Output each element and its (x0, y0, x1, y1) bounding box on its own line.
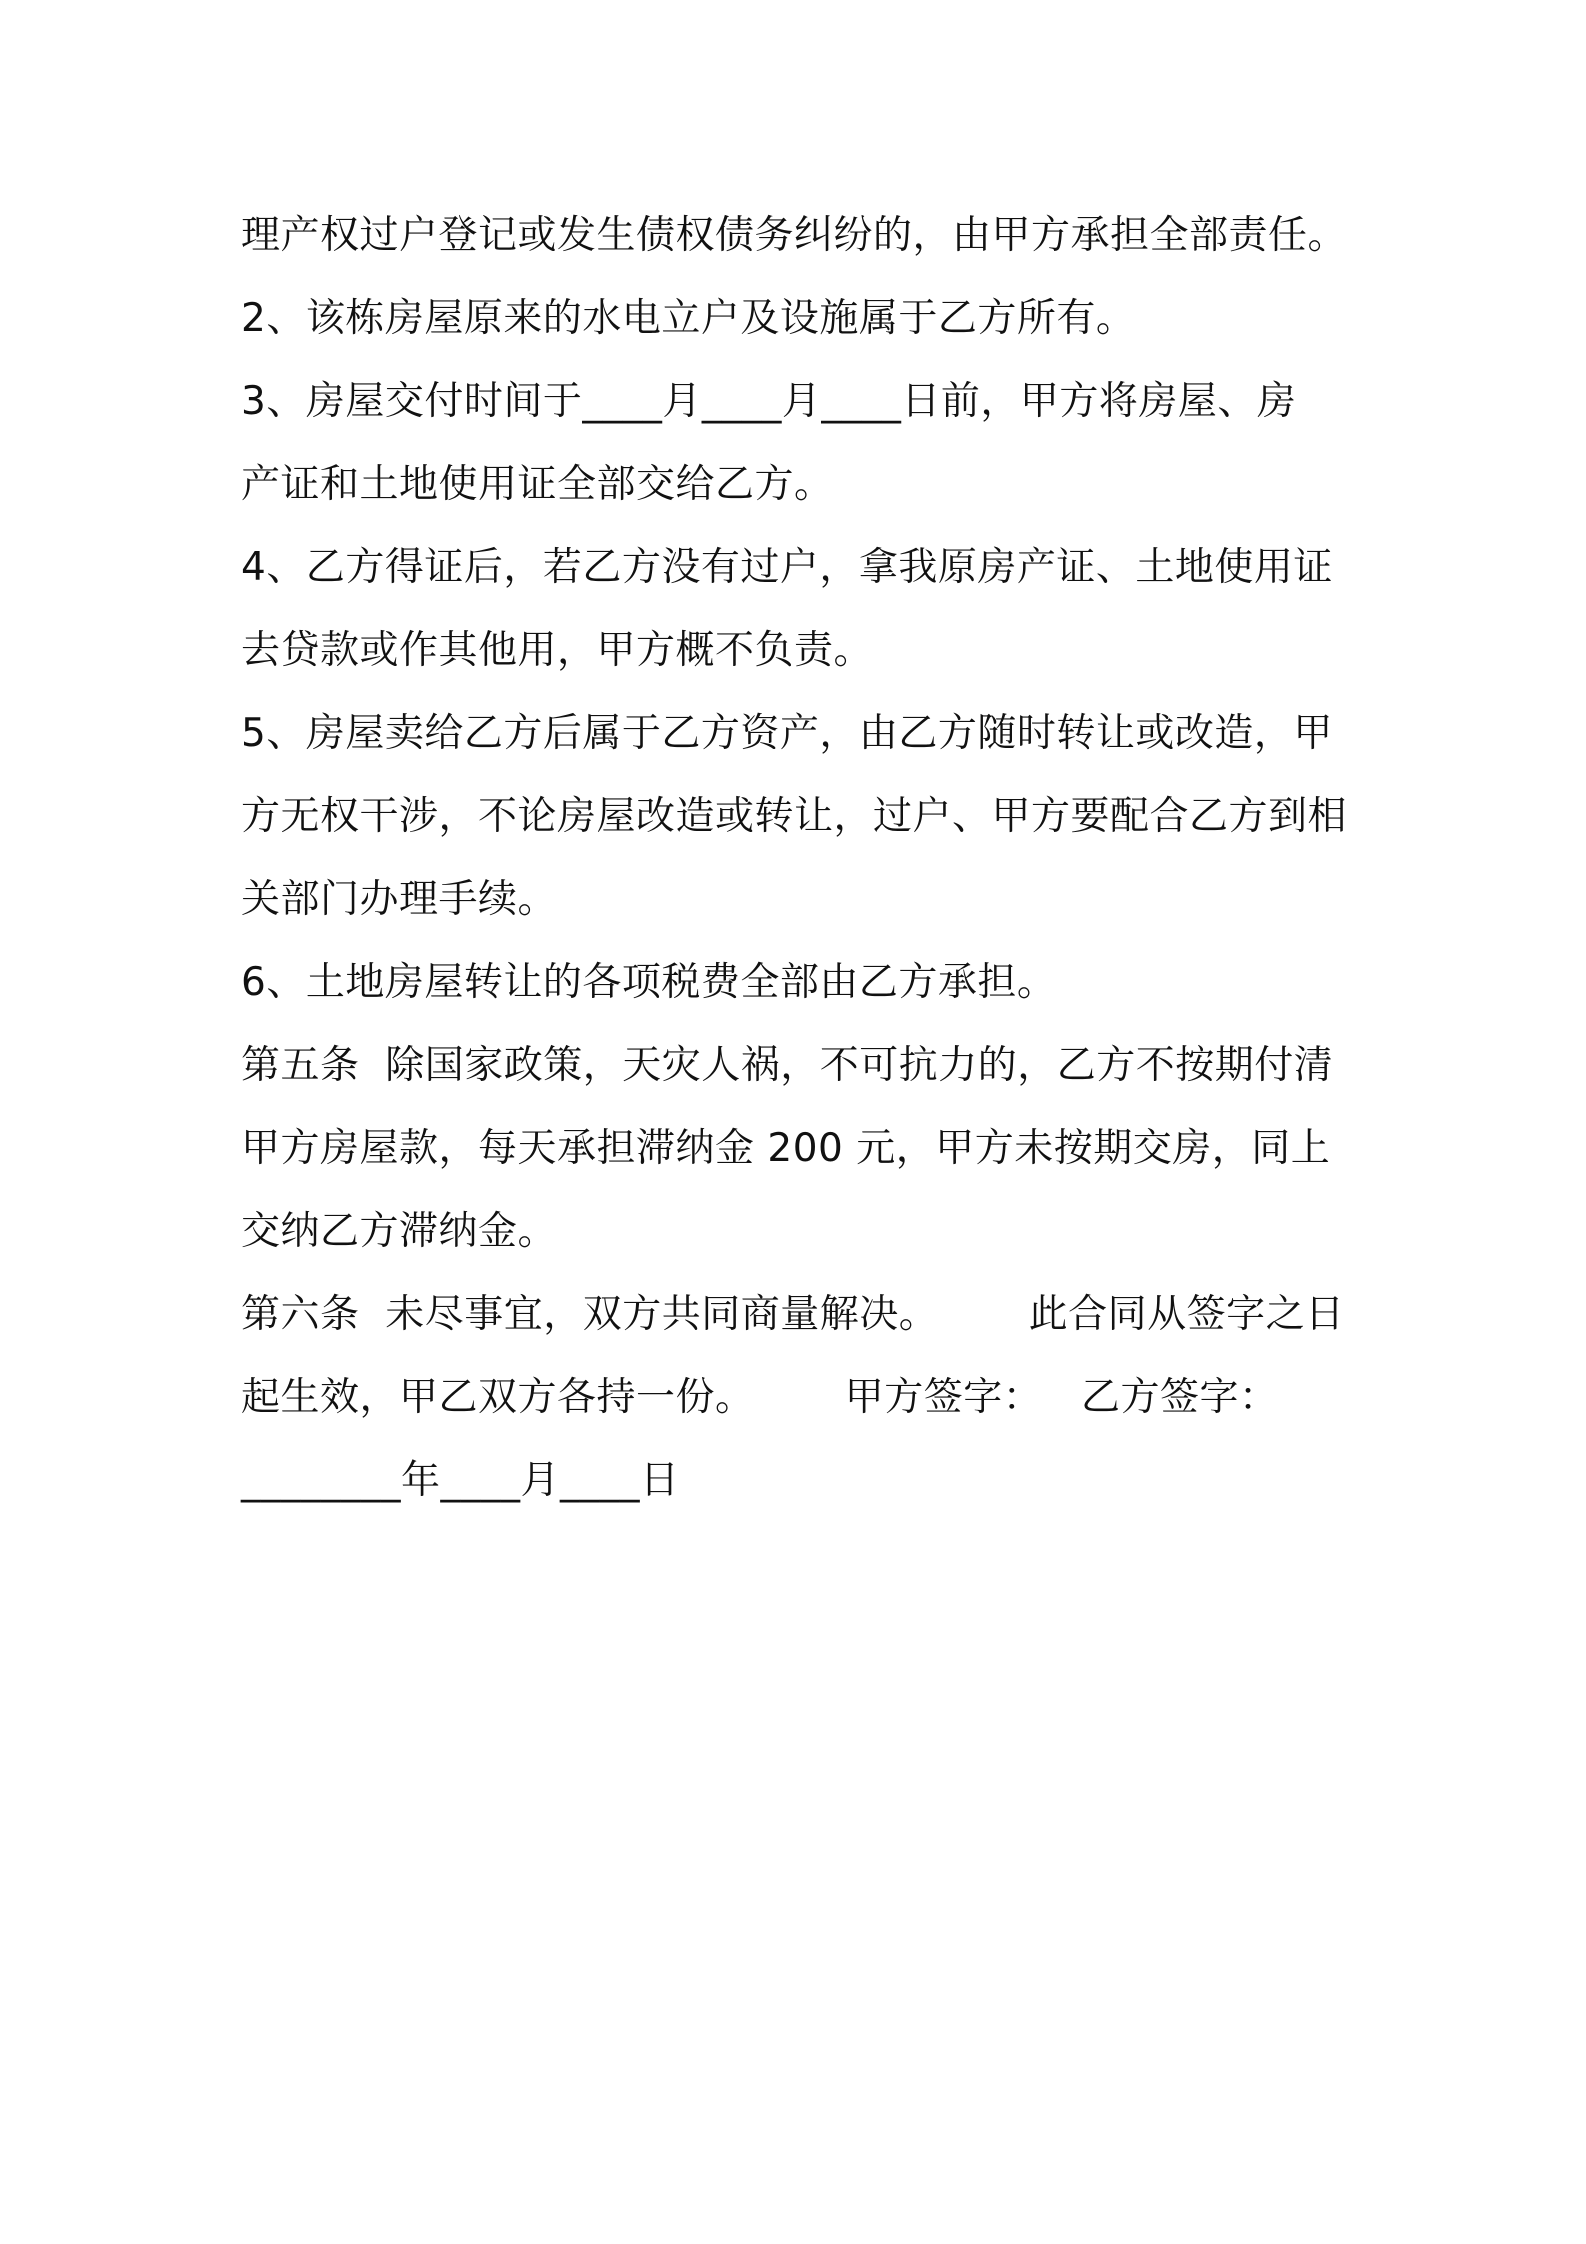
contract-line: 第六条 未尽事宜，双方共同商量解决。 此合同从签字之日 (241, 1292, 1345, 1337)
contract-line: 去贷款或作其他用，甲方概不负责。 (241, 628, 874, 673)
contract-line: 5、房屋卖给乙方后属于乙方资产，由乙方随时转让或改造，甲 (241, 711, 1333, 756)
contract-line: 方无权干涉，不论房屋改造或转让，过户、甲方要配合乙方到相 (241, 794, 1348, 839)
contract-line: 产证和土地使用证全部交给乙方。 (241, 462, 834, 507)
contract-line: 2、该栋房屋原来的水电立户及设施属于乙方所有。 (241, 296, 1136, 341)
contract-line: 4、乙方得证后，若乙方没有过户，拿我原房产证、土地使用证 (241, 545, 1333, 590)
contract-line: 交纳乙方滞纳金。 (241, 1209, 558, 1254)
date-line: ________年____月____日 (241, 1458, 680, 1503)
contract-line: 6、土地房屋转让的各项税费全部由乙方承担。 (241, 960, 1057, 1005)
contract-body (241, 194, 1361, 1522)
signature-line: 起生效，甲乙双方各持一份。 甲方签字： 乙方签字： (241, 1375, 1279, 1420)
contract-line: 第五条 除国家政策，天灾人祸，不可抗力的，乙方不按期付清 (241, 1043, 1334, 1088)
contract-line: 关部门办理手续。 (241, 877, 558, 922)
contract-line: 3、房屋交付时间于____月____月____日前，甲方将房屋、房 (241, 379, 1297, 424)
contract-line: 理产权过户登记或发生债权债务纠纷的，由甲方承担全部责任。 (241, 213, 1348, 258)
contract-line: 甲方房屋款，每天承担滞纳金 200 元，甲方未按期交房，同上 (241, 1126, 1331, 1171)
